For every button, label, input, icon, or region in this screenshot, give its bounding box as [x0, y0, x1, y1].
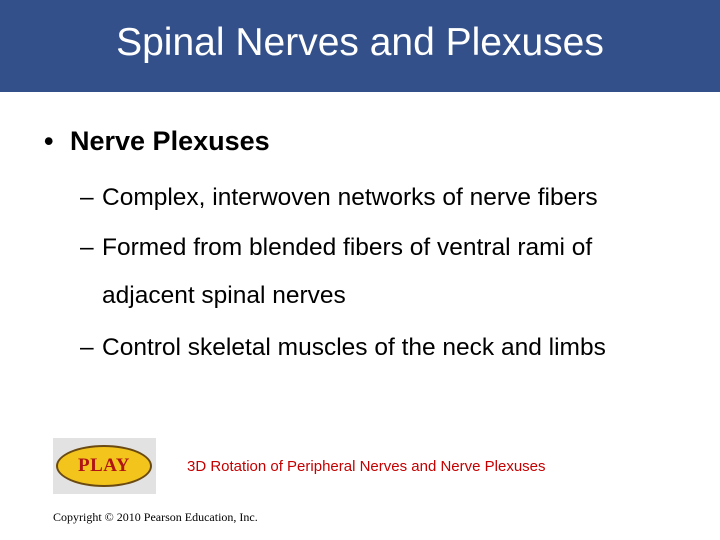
bullet-text: Nerve Plexuses	[70, 126, 270, 156]
bullet-nerve-plexuses	[44, 126, 270, 157]
sub-marker: –	[80, 234, 94, 261]
sub-item-text: Formed from blended fibers of ventral rami of	[102, 234, 593, 261]
sub-item-2	[80, 236, 592, 261]
copyright-notice: Copyright © 2010 Pearson Education, Inc.	[53, 510, 258, 524]
slide-title: Spinal Nerves and Plexuses	[116, 21, 604, 64]
sub-marker: –	[80, 184, 94, 211]
sub-item-text: adjacent spinal nerves	[102, 282, 346, 309]
sub-item-2-continued	[102, 284, 346, 309]
bullet-marker: •	[44, 126, 54, 156]
play-animation-link[interactable]: 3D Rotation of Peripheral Nerves and Nerve Plexuses	[187, 458, 546, 475]
sub-item-1	[80, 186, 598, 211]
sub-marker: –	[80, 334, 94, 361]
play-button[interactable]	[56, 445, 152, 487]
play-button-label: PLAY	[78, 455, 130, 476]
sub-item-text: Complex, interwoven networks of nerve fibers	[102, 184, 598, 211]
play-button-frame[interactable]	[53, 438, 156, 494]
sub-item-3	[80, 336, 606, 361]
sub-item-text: Control skeletal muscles of the neck and limbs	[102, 334, 606, 361]
